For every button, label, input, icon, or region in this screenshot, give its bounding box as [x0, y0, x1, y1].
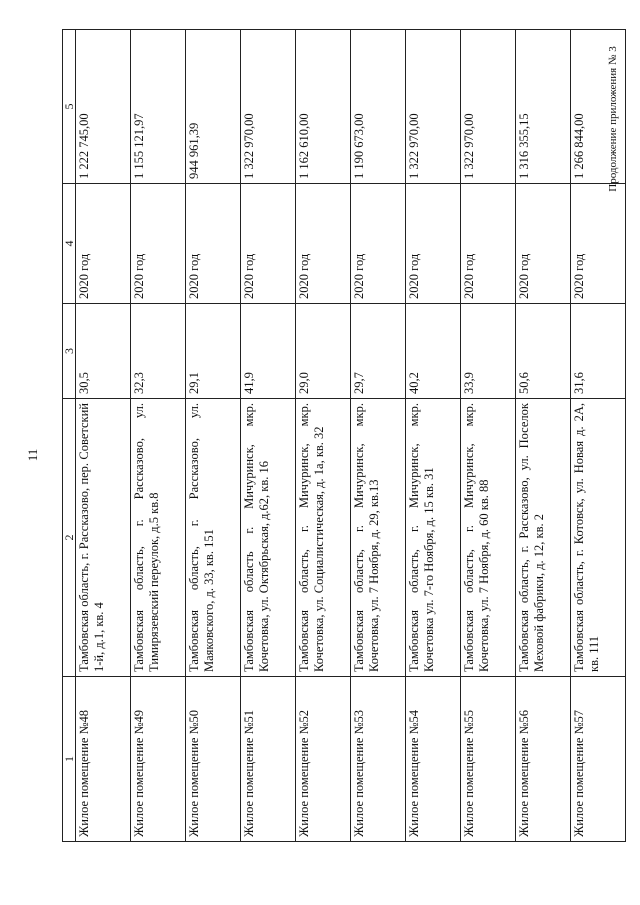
housing-table — [62, 29, 626, 842]
premises-address: Тамбовская область, г. Рассказово, ул. Тимирязевский переулок, д.5 кв.8 — [131, 399, 186, 677]
premises-address: Тамбовская область, г. Рассказово, ул. Поселок Меховой фабрики, д. 12, кв. 2 — [516, 399, 571, 677]
table-row — [296, 30, 351, 842]
premises-address: Тамбовская область, г. Мичуринск, мкр. Кочетовка, ул. 7 Ноября, д. 29, кв.13 — [351, 399, 406, 677]
column-header-5: 5 — [63, 30, 76, 184]
premises-area: 31,6 — [571, 304, 626, 399]
page-number: 11 — [25, 448, 40, 462]
premises-price: 1 322 970,00 — [241, 30, 296, 184]
table-row — [406, 30, 461, 842]
premises-area: 50,6 — [516, 304, 571, 399]
premises-year: 2020 год — [461, 184, 516, 304]
premises-name: Жилое помещение №50 — [186, 677, 241, 842]
premises-year: 2020 год — [76, 184, 131, 304]
table-row — [241, 30, 296, 842]
premises-price: 1 222 745,00 — [76, 30, 131, 184]
premises-address: Тамбовская область, г. Мичуринск, мкр. Кочетовка, ул. Социалистическая, д. 1а, кв. 32 — [296, 399, 351, 677]
premises-area: 41,9 — [241, 304, 296, 399]
table-row — [351, 30, 406, 842]
premises-name: Жилое помещение №48 — [76, 677, 131, 842]
rotated-table-frame — [62, 30, 626, 842]
table-row — [186, 30, 241, 842]
premises-area: 29,1 — [186, 304, 241, 399]
premises-price: 944 961,39 — [186, 30, 241, 184]
table-row — [571, 30, 626, 842]
premises-name: Жилое помещение №51 — [241, 677, 296, 842]
premises-year: 2020 год — [571, 184, 626, 304]
premises-name: Жилое помещение №57 — [571, 677, 626, 842]
premises-area: 33,9 — [461, 304, 516, 399]
premises-name: Жилое помещение №54 — [406, 677, 461, 842]
premises-price: 1 162 610,00 — [296, 30, 351, 184]
premises-price: 1 266 844,00 — [571, 30, 626, 184]
table-row — [461, 30, 516, 842]
table-header-row — [63, 30, 76, 842]
premises-price: 1 322 970,00 — [406, 30, 461, 184]
table-row — [131, 30, 186, 842]
premises-price: 1 316 355,15 — [516, 30, 571, 184]
premises-name: Жилое помещение №56 — [516, 677, 571, 842]
premises-year: 2020 год — [241, 184, 296, 304]
premises-address: Тамбовская область, г. Рассказово, ул. Маяковского, д. 33, кв. 151 — [186, 399, 241, 677]
premises-name: Жилое помещение №53 — [351, 677, 406, 842]
premises-name: Жилое помещение №55 — [461, 677, 516, 842]
premises-area: 29,0 — [296, 304, 351, 399]
column-header-3: 3 — [63, 304, 76, 399]
premises-address: Тамбовская область г. Мичуринск, мкр. Кочетовка, ул. Октябрьская, д.62, кв. 16 — [241, 399, 296, 677]
premises-address: Тамбовская область, г. Мичуринск, мкр. Кочетовка, ул. 7 Ноября, д. 60 кв. 88 — [461, 399, 516, 677]
premises-name: Жилое помещение №49 — [131, 677, 186, 842]
premises-year: 2020 год — [406, 184, 461, 304]
column-header-1: 1 — [63, 677, 76, 842]
premises-year: 2020 год — [296, 184, 351, 304]
premises-name: Жилое помещение №52 — [296, 677, 351, 842]
premises-price: 1 322 970,00 — [461, 30, 516, 184]
premises-year: 2020 год — [186, 184, 241, 304]
premises-address: Тамбовская область, г. Мичуринск, мкр. Кочетовка ул. 7-го Ноября, д. 15 кв. 31 — [406, 399, 461, 677]
column-header-4: 4 — [63, 184, 76, 304]
premises-year: 2020 год — [131, 184, 186, 304]
premises-area: 30,5 — [76, 304, 131, 399]
table-row — [516, 30, 571, 842]
column-header-2: 2 — [63, 399, 76, 677]
premises-price: 1 190 673,00 — [351, 30, 406, 184]
premises-area: 32,3 — [131, 304, 186, 399]
premises-area: 29,7 — [351, 304, 406, 399]
table-row — [76, 30, 131, 842]
table-container — [62, 30, 626, 842]
premises-year: 2020 год — [516, 184, 571, 304]
appendix-continuation-note: Продолжение приложения № 3 — [607, 46, 619, 192]
premises-area: 40,2 — [406, 304, 461, 399]
premises-address: Тамбовская область, г. Рассказово, пер. Советский 1-й, д.1, кв. 4 — [76, 399, 131, 677]
premises-address: Тамбовская область, г. Котовск, ул. Новая д. 2А, кв. 111 — [571, 399, 626, 677]
premises-price: 1 155 121,97 — [131, 30, 186, 184]
premises-year: 2020 год — [351, 184, 406, 304]
